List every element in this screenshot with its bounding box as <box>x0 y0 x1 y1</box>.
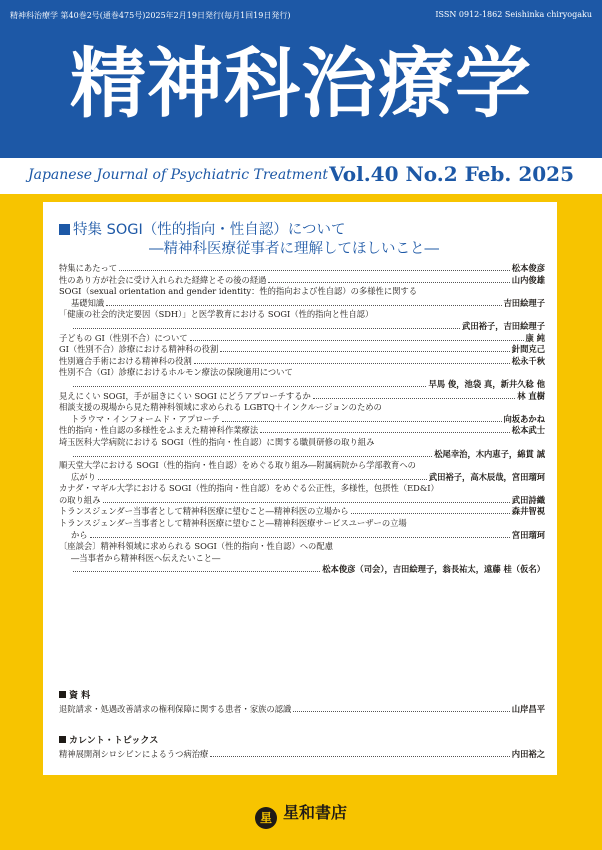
header-band <box>0 0 602 158</box>
toc-entry[interactable]: 基礎知識 吉田絵理子 <box>71 297 545 308</box>
publisher <box>0 800 602 829</box>
toc-entry[interactable]: 相談支援の現場から見た精神科領域に求められる LGBTQ＋インクルージョンのための <box>59 402 382 413</box>
toc-entry[interactable]: 子どもの GI（性別不合）について 康 純 <box>59 332 545 343</box>
toc-entry[interactable]: ―当事者から精神科医へ伝えたいこと― <box>71 552 221 563</box>
toc-entry[interactable]: 見えにくい SOGI，手が届きにくい SOGI にどうアプローチするか 林 直樹 <box>59 390 545 401</box>
toc-entry[interactable]: SOGI（sexual orientation and gender identity：性的指向および性自認）の多様性に関する <box>59 286 418 297</box>
section-heading-materials: 資 料 <box>59 688 90 701</box>
square-bullet-icon <box>59 224 70 235</box>
special-feature-heading <box>59 218 549 257</box>
toc-entry[interactable]: 武田裕子，吉田絵理子 <box>59 321 545 333</box>
header-info-line <box>10 10 592 24</box>
issn-info: ISSN 0912-1862 Seishinka chiryogaku <box>435 10 592 19</box>
toc-entry[interactable]: トランスジェンダー当事者として精神科医療に望むこと―精神科医療サービスユーザーの立場 <box>59 518 407 529</box>
issue-info: 精神科治療学 第40巻2号(通巻475号)2025年2月19日発行(毎月1回19日発行) <box>10 11 291 20</box>
toc-entry[interactable]: 性別不合（GI）診療におけるホルモン療法の保険適用について <box>59 367 293 378</box>
journal-title: 精神科治療学 <box>70 39 532 128</box>
table-of-contents <box>59 263 545 576</box>
volume-issue: Vol.40 No.2 Feb. 2025 <box>329 162 574 186</box>
special-feature-subtitle: ―精神科医療従事者に理解してほしいこと― <box>149 241 439 257</box>
contents-box <box>43 202 557 775</box>
toc-entry[interactable]: の取り組み 武田詩織 <box>59 494 545 505</box>
toc-entry[interactable]: 広がり 武田裕子，高木辰哉，宮田瑠珂 <box>71 471 545 482</box>
toc-entry[interactable]: 松本俊彦（司会），吉田絵理子，翁長祐太，遠藤 桂（仮名） <box>59 564 545 576</box>
toc-entry[interactable]: 順天堂大学における SOGI（性的指向・性自認）をめぐる取り組み―附属病院から学部教育への <box>59 460 416 471</box>
section-topics <box>59 749 545 761</box>
toc-entry[interactable]: 退院請求・処遇改善請求の権利保障に関する患者・家族の認識 山岸昌平 <box>59 704 545 714</box>
toc-entry[interactable]: 松尾幸治，木内恵子，綿貫 誠 <box>59 449 545 461</box>
square-bullet-icon <box>59 736 66 743</box>
publisher-name: 星和書店 <box>282 803 347 822</box>
publisher-logo-icon: 星 <box>255 807 277 829</box>
square-bullet-icon <box>59 691 66 698</box>
toc-entry[interactable]: 性別適合手術における精神科の役割 松永千秋 <box>59 355 545 366</box>
toc-entry[interactable]: 性的指向・性自認の多様性をふまえた精神科作業療法 松本武士 <box>59 425 545 436</box>
section-heading-topics: カレント・トピックス <box>59 733 158 746</box>
toc-entry[interactable]: 埼玉医科大学病院における SOGI（性的指向・性自認）に関する職員研修の取り組み <box>59 436 375 447</box>
toc-entry[interactable]: 特集にあたって 松本俊彦 <box>59 263 545 273</box>
toc-entry[interactable]: から 宮田瑠珂 <box>71 529 545 540</box>
toc-entry[interactable]: 〔座談会〕精神科領域に求められる SOGI（性的指向・性自認）への配慮 <box>59 541 333 552</box>
toc-entry[interactable]: 性のあり方が社会に受け入れられた経緯とその後の経過 山内俊雄 <box>59 274 545 285</box>
toc-entry[interactable]: トランスジェンダー当事者として精神科医療に望むこと―精神科医の立場から 森井智視 <box>59 506 545 517</box>
toc-entry[interactable]: トラウマ・インフォームド・アプローチ 向坂あかね <box>71 413 545 424</box>
toc-entry[interactable]: 「健康の社会的決定要因（SDH）」と医学教育における SOGI（性的指向と性自認） <box>59 309 374 320</box>
toc-entry[interactable]: 早馬 俊，池袋 真，新井久稔 他 <box>59 379 545 391</box>
special-feature-title: 特集 SOGI（性的指向・性自認）について <box>73 222 346 238</box>
journal-english-name: Japanese Journal of Psychiatric Treatment <box>28 167 328 183</box>
section-materials <box>59 704 545 716</box>
toc-entry[interactable]: GI（性別不合）診療における精神科の役割 針間克己 <box>59 344 545 355</box>
toc-entry[interactable]: カナダ・マギル大学における SOGI（性的指向・性自認）をめぐる公正性，多様性，包摂性（ED&I） <box>59 483 439 494</box>
toc-entry[interactable]: 精神展開剤シロシビンによるうつ病治療 内田裕之 <box>59 749 545 759</box>
subtitle-bar <box>0 158 602 194</box>
